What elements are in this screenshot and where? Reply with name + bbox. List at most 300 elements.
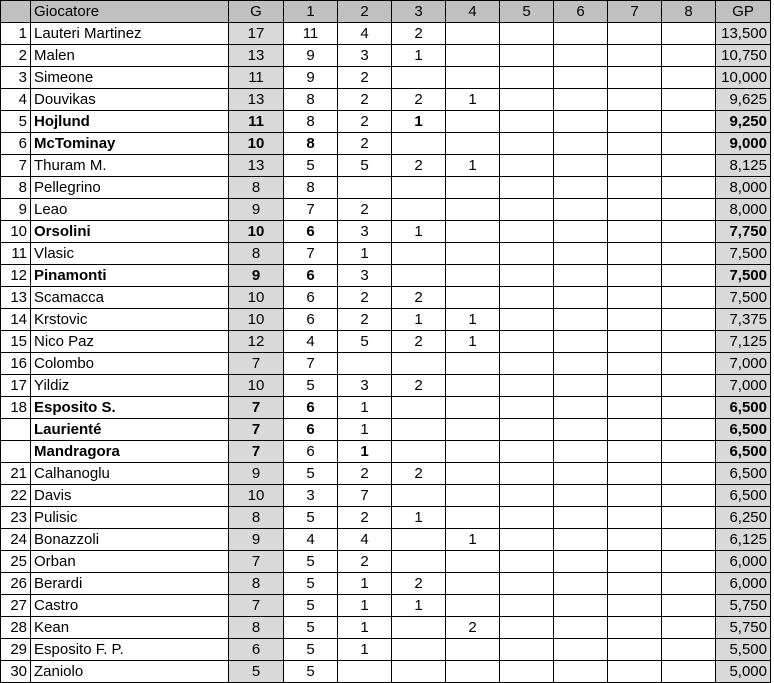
games-cell: 8	[229, 573, 284, 595]
col-6-cell	[554, 133, 608, 155]
col-5-cell	[500, 331, 554, 353]
col-5-cell	[500, 661, 554, 683]
col-2-cell	[338, 177, 392, 199]
col-4-cell	[446, 595, 500, 617]
col-4-cell: 1	[446, 529, 500, 551]
col-6-cell	[554, 639, 608, 661]
games-cell: 9	[229, 529, 284, 551]
games-cell: 10	[229, 221, 284, 243]
col-1-cell: 4	[284, 529, 338, 551]
col-8-cell	[662, 485, 716, 507]
games-cell: 9	[229, 265, 284, 287]
table-row	[1, 529, 771, 551]
player-name-cell: Berardi	[31, 573, 229, 595]
col-8-cell	[662, 133, 716, 155]
col-1-cell: 6	[284, 287, 338, 309]
header-rank	[1, 1, 31, 23]
rank-cell: 12	[1, 265, 31, 287]
col-2-cell: 1	[338, 441, 392, 463]
col-2-cell: 1	[338, 573, 392, 595]
col-5-cell	[500, 375, 554, 397]
col-8-cell	[662, 353, 716, 375]
col-2-cell: 3	[338, 265, 392, 287]
rank-cell: 17	[1, 375, 31, 397]
table-row	[1, 45, 771, 67]
gp-cell: 7,500	[716, 265, 771, 287]
gp-cell: 7,125	[716, 331, 771, 353]
rank-cell	[1, 419, 31, 441]
header-player: Giocatore	[31, 1, 229, 23]
col-8-cell	[662, 375, 716, 397]
col-7-cell	[608, 67, 662, 89]
table-row	[1, 639, 771, 661]
col-8-cell	[662, 243, 716, 265]
table-row	[1, 133, 771, 155]
rank-cell: 29	[1, 639, 31, 661]
table-row	[1, 595, 771, 617]
col-3-cell	[392, 441, 446, 463]
col-5-cell	[500, 419, 554, 441]
col-7-cell	[608, 397, 662, 419]
col-8-cell	[662, 45, 716, 67]
gp-cell: 6,000	[716, 551, 771, 573]
col-1-cell: 6	[284, 265, 338, 287]
player-name-cell: Pinamonti	[31, 265, 229, 287]
col-4-cell	[446, 133, 500, 155]
col-8-cell	[662, 639, 716, 661]
gp-cell: 6,500	[716, 485, 771, 507]
col-8-cell	[662, 595, 716, 617]
col-3-cell: 2	[392, 375, 446, 397]
gp-cell: 6,250	[716, 507, 771, 529]
gp-cell: 7,500	[716, 287, 771, 309]
games-cell: 13	[229, 155, 284, 177]
col-3-cell: 1	[392, 595, 446, 617]
gp-cell: 5,500	[716, 639, 771, 661]
col-6-cell	[554, 595, 608, 617]
col-6-cell	[554, 287, 608, 309]
col-6-cell	[554, 397, 608, 419]
col-2-cell	[338, 661, 392, 683]
player-name-cell: Castro	[31, 595, 229, 617]
table-row	[1, 441, 771, 463]
col-3-cell	[392, 529, 446, 551]
col-7-cell	[608, 265, 662, 287]
col-1-cell: 7	[284, 353, 338, 375]
col-6-cell	[554, 551, 608, 573]
col-5-cell	[500, 485, 554, 507]
col-6-cell	[554, 529, 608, 551]
col-5-cell	[500, 529, 554, 551]
col-1-cell: 6	[284, 419, 338, 441]
col-3-cell: 2	[392, 463, 446, 485]
col-4-cell	[446, 485, 500, 507]
col-8-cell	[662, 573, 716, 595]
rank-cell: 14	[1, 309, 31, 331]
col-7-cell	[608, 507, 662, 529]
col-3-cell: 1	[392, 111, 446, 133]
header-col-8: 8	[662, 1, 716, 23]
games-cell: 12	[229, 331, 284, 353]
player-name-cell: Douvikas	[31, 89, 229, 111]
table-row	[1, 507, 771, 529]
col-3-cell	[392, 177, 446, 199]
col-4-cell	[446, 419, 500, 441]
col-4-cell	[446, 221, 500, 243]
games-cell: 8	[229, 243, 284, 265]
col-5-cell	[500, 45, 554, 67]
col-5-cell	[500, 23, 554, 45]
player-name-cell: Orsolini	[31, 221, 229, 243]
gp-cell: 6,500	[716, 463, 771, 485]
col-4-cell	[446, 639, 500, 661]
games-cell: 13	[229, 45, 284, 67]
col-7-cell	[608, 463, 662, 485]
table-row	[1, 353, 771, 375]
table-row	[1, 331, 771, 353]
gp-cell: 6,500	[716, 397, 771, 419]
col-3-cell	[392, 419, 446, 441]
rank-cell: 23	[1, 507, 31, 529]
games-cell: 10	[229, 485, 284, 507]
col-8-cell	[662, 199, 716, 221]
col-8-cell	[662, 89, 716, 111]
col-7-cell	[608, 221, 662, 243]
rank-cell: 15	[1, 331, 31, 353]
rank-cell: 2	[1, 45, 31, 67]
col-1-cell: 8	[284, 89, 338, 111]
player-name-cell: Zaniolo	[31, 661, 229, 683]
col-5-cell	[500, 67, 554, 89]
col-7-cell	[608, 23, 662, 45]
col-1-cell: 11	[284, 23, 338, 45]
player-name-cell: Orban	[31, 551, 229, 573]
col-3-cell: 1	[392, 221, 446, 243]
header-col-6: 6	[554, 1, 608, 23]
player-name-cell: McTominay	[31, 133, 229, 155]
col-1-cell: 5	[284, 507, 338, 529]
col-2-cell: 5	[338, 331, 392, 353]
col-6-cell	[554, 507, 608, 529]
gp-cell: 5,750	[716, 617, 771, 639]
games-cell: 9	[229, 463, 284, 485]
col-2-cell: 1	[338, 595, 392, 617]
gp-cell: 7,000	[716, 375, 771, 397]
rank-cell: 30	[1, 661, 31, 683]
col-7-cell	[608, 243, 662, 265]
col-1-cell: 6	[284, 397, 338, 419]
header-col-5: 5	[500, 1, 554, 23]
col-1-cell: 7	[284, 243, 338, 265]
rank-cell	[1, 441, 31, 463]
gp-cell: 10,000	[716, 67, 771, 89]
col-7-cell	[608, 353, 662, 375]
col-2-cell: 1	[338, 243, 392, 265]
col-4-cell	[446, 375, 500, 397]
rank-cell: 26	[1, 573, 31, 595]
col-8-cell	[662, 111, 716, 133]
col-3-cell: 2	[392, 573, 446, 595]
col-5-cell	[500, 199, 554, 221]
col-1-cell: 5	[284, 573, 338, 595]
gp-cell: 6,500	[716, 441, 771, 463]
games-cell: 7	[229, 441, 284, 463]
rank-cell: 13	[1, 287, 31, 309]
col-1-cell: 8	[284, 177, 338, 199]
col-4-cell	[446, 573, 500, 595]
games-cell: 11	[229, 111, 284, 133]
player-name-cell: Davis	[31, 485, 229, 507]
col-4-cell	[446, 199, 500, 221]
col-2-cell: 2	[338, 111, 392, 133]
games-cell: 8	[229, 507, 284, 529]
player-name-cell: Thuram M.	[31, 155, 229, 177]
col-8-cell	[662, 397, 716, 419]
rank-cell: 6	[1, 133, 31, 155]
col-3-cell: 2	[392, 331, 446, 353]
col-4-cell: 1	[446, 331, 500, 353]
col-3-cell	[392, 485, 446, 507]
col-7-cell	[608, 133, 662, 155]
table-row	[1, 287, 771, 309]
col-2-cell: 2	[338, 67, 392, 89]
games-cell: 7	[229, 353, 284, 375]
player-name-cell: Krstovic	[31, 309, 229, 331]
col-6-cell	[554, 617, 608, 639]
col-4-cell	[446, 265, 500, 287]
col-2-cell: 2	[338, 507, 392, 529]
col-7-cell	[608, 287, 662, 309]
col-4-cell: 1	[446, 155, 500, 177]
col-8-cell	[662, 463, 716, 485]
gp-cell: 8,000	[716, 199, 771, 221]
games-cell: 11	[229, 67, 284, 89]
col-1-cell: 5	[284, 155, 338, 177]
col-2-cell: 4	[338, 529, 392, 551]
col-7-cell	[608, 155, 662, 177]
col-7-cell	[608, 177, 662, 199]
header-col-2: 2	[338, 1, 392, 23]
col-4-cell: 2	[446, 617, 500, 639]
rank-cell: 21	[1, 463, 31, 485]
col-2-cell: 2	[338, 463, 392, 485]
col-5-cell	[500, 243, 554, 265]
games-cell: 7	[229, 397, 284, 419]
player-name-cell: Laurienté	[31, 419, 229, 441]
col-4-cell: 1	[446, 309, 500, 331]
col-1-cell: 5	[284, 661, 338, 683]
col-8-cell	[662, 287, 716, 309]
rank-cell: 18	[1, 397, 31, 419]
col-3-cell: 2	[392, 89, 446, 111]
col-2-cell: 1	[338, 617, 392, 639]
player-name-cell: Lauteri Martinez	[31, 23, 229, 45]
rank-cell: 27	[1, 595, 31, 617]
col-5-cell	[500, 353, 554, 375]
gp-cell: 6,000	[716, 573, 771, 595]
col-7-cell	[608, 375, 662, 397]
col-3-cell	[392, 243, 446, 265]
player-name-cell: Bonazzoli	[31, 529, 229, 551]
table-row	[1, 111, 771, 133]
col-6-cell	[554, 265, 608, 287]
col-8-cell	[662, 309, 716, 331]
header-row	[1, 1, 771, 23]
col-3-cell: 2	[392, 23, 446, 45]
rank-cell: 16	[1, 353, 31, 375]
gp-cell: 8,125	[716, 155, 771, 177]
col-1-cell: 5	[284, 617, 338, 639]
col-2-cell: 2	[338, 133, 392, 155]
rank-cell: 5	[1, 111, 31, 133]
col-2-cell: 2	[338, 309, 392, 331]
col-1-cell: 7	[284, 199, 338, 221]
col-7-cell	[608, 551, 662, 573]
player-name-cell: Pulisic	[31, 507, 229, 529]
gp-cell: 8,000	[716, 177, 771, 199]
col-7-cell	[608, 617, 662, 639]
col-7-cell	[608, 419, 662, 441]
table-row	[1, 23, 771, 45]
col-6-cell	[554, 441, 608, 463]
player-name-cell: Colombo	[31, 353, 229, 375]
col-6-cell	[554, 463, 608, 485]
rank-cell: 1	[1, 23, 31, 45]
gp-cell: 5,750	[716, 595, 771, 617]
col-7-cell	[608, 485, 662, 507]
col-7-cell	[608, 661, 662, 683]
header-col-3: 3	[392, 1, 446, 23]
col-2-cell: 2	[338, 287, 392, 309]
player-name-cell: Calhanoglu	[31, 463, 229, 485]
col-2-cell: 1	[338, 419, 392, 441]
col-5-cell	[500, 265, 554, 287]
col-3-cell	[392, 617, 446, 639]
col-6-cell	[554, 485, 608, 507]
gp-cell: 13,500	[716, 23, 771, 45]
player-name-cell: Esposito F. P.	[31, 639, 229, 661]
col-8-cell	[662, 155, 716, 177]
rank-cell: 22	[1, 485, 31, 507]
col-8-cell	[662, 661, 716, 683]
col-7-cell	[608, 45, 662, 67]
col-7-cell	[608, 331, 662, 353]
col-1-cell: 6	[284, 309, 338, 331]
col-1-cell: 8	[284, 133, 338, 155]
col-3-cell	[392, 133, 446, 155]
col-3-cell	[392, 397, 446, 419]
col-6-cell	[554, 199, 608, 221]
col-5-cell	[500, 89, 554, 111]
games-cell: 10	[229, 133, 284, 155]
games-cell: 7	[229, 419, 284, 441]
col-3-cell	[392, 661, 446, 683]
col-1-cell: 5	[284, 463, 338, 485]
games-cell: 8	[229, 177, 284, 199]
col-6-cell	[554, 45, 608, 67]
col-2-cell: 2	[338, 551, 392, 573]
col-1-cell: 5	[284, 375, 338, 397]
table-row	[1, 617, 771, 639]
col-1-cell: 6	[284, 441, 338, 463]
col-5-cell	[500, 551, 554, 573]
player-name-cell: Malen	[31, 45, 229, 67]
table-row	[1, 199, 771, 221]
table-row	[1, 177, 771, 199]
col-6-cell	[554, 89, 608, 111]
col-5-cell	[500, 155, 554, 177]
col-7-cell	[608, 89, 662, 111]
col-3-cell: 1	[392, 507, 446, 529]
col-6-cell	[554, 111, 608, 133]
games-cell: 10	[229, 309, 284, 331]
col-5-cell	[500, 595, 554, 617]
col-5-cell	[500, 463, 554, 485]
player-name-cell: Nico Paz	[31, 331, 229, 353]
col-5-cell	[500, 573, 554, 595]
col-5-cell	[500, 221, 554, 243]
col-1-cell: 9	[284, 45, 338, 67]
rank-cell: 7	[1, 155, 31, 177]
col-3-cell	[392, 199, 446, 221]
games-cell: 13	[229, 89, 284, 111]
table-row	[1, 375, 771, 397]
col-4-cell	[446, 463, 500, 485]
col-3-cell	[392, 353, 446, 375]
col-5-cell	[500, 287, 554, 309]
col-1-cell: 4	[284, 331, 338, 353]
col-4-cell	[446, 661, 500, 683]
rank-cell: 8	[1, 177, 31, 199]
col-6-cell	[554, 331, 608, 353]
col-4-cell	[446, 177, 500, 199]
gp-cell: 10,750	[716, 45, 771, 67]
col-2-cell: 3	[338, 221, 392, 243]
player-name-cell: Simeone	[31, 67, 229, 89]
rank-cell: 3	[1, 67, 31, 89]
header-col-4: 4	[446, 1, 500, 23]
table-row	[1, 397, 771, 419]
col-4-cell	[446, 441, 500, 463]
col-6-cell	[554, 375, 608, 397]
col-7-cell	[608, 529, 662, 551]
col-5-cell	[500, 441, 554, 463]
col-2-cell: 5	[338, 155, 392, 177]
col-3-cell	[392, 551, 446, 573]
col-4-cell	[446, 287, 500, 309]
table-row	[1, 573, 771, 595]
rank-cell: 4	[1, 89, 31, 111]
col-6-cell	[554, 221, 608, 243]
header-gp: GP	[716, 1, 771, 23]
col-1-cell: 6	[284, 221, 338, 243]
col-4-cell	[446, 507, 500, 529]
gp-cell: 6,125	[716, 529, 771, 551]
gp-cell: 9,250	[716, 111, 771, 133]
col-2-cell: 7	[338, 485, 392, 507]
table-row	[1, 89, 771, 111]
col-6-cell	[554, 353, 608, 375]
col-4-cell	[446, 353, 500, 375]
games-cell: 9	[229, 199, 284, 221]
games-cell: 17	[229, 23, 284, 45]
gp-cell: 5,000	[716, 661, 771, 683]
table-row	[1, 463, 771, 485]
col-8-cell	[662, 441, 716, 463]
col-6-cell	[554, 661, 608, 683]
table-row	[1, 221, 771, 243]
player-name-cell: Yildiz	[31, 375, 229, 397]
